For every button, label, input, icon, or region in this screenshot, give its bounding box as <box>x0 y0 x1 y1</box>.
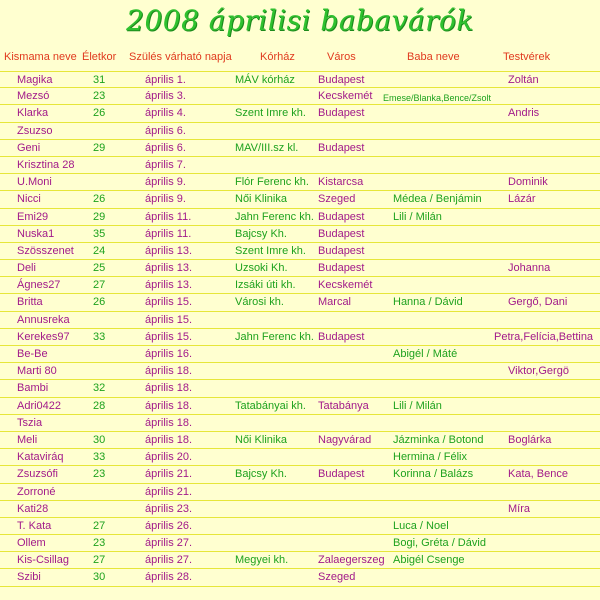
cell-age: 27 <box>93 519 106 532</box>
cell-date: április 20. <box>145 451 193 464</box>
cell-hospital: Uzsoki Kh. <box>235 262 288 275</box>
cell-date: április 11. <box>145 227 192 240</box>
cell-hospital: Szent Imre kh. <box>235 244 306 257</box>
cell-age: 30 <box>93 571 106 584</box>
cell-name: Zsuzsófi <box>17 468 58 481</box>
cell-age: 33 <box>93 451 106 464</box>
cell-siblings: Petra,Felícia,Bettina <box>494 330 594 343</box>
header-age: Életkor <box>82 51 117 63</box>
header-name: Kismama neve <box>4 51 77 63</box>
cell-hospital: Női Klinika <box>235 193 287 206</box>
cell-date: április 28. <box>145 571 193 584</box>
cell-baby: Médea / Benjámin <box>393 193 482 206</box>
cell-date: április 13. <box>145 244 193 257</box>
cell-siblings: Zoltán <box>508 74 539 86</box>
cell-date: április 18. <box>145 416 193 429</box>
cell-name: Bambi <box>17 382 49 395</box>
cell-name: Zsuzso <box>17 124 53 137</box>
cell-city: Budapest <box>318 227 365 240</box>
cell-age: 27 <box>93 554 106 567</box>
cell-baby: Luca / Noel <box>393 519 449 532</box>
cell-siblings: Kata, Bence <box>508 468 568 481</box>
table-row <box>0 484 600 501</box>
header-siblings: Testvérek <box>503 51 551 63</box>
table-row <box>0 123 600 140</box>
cell-name: Adri0422 <box>17 399 62 412</box>
cell-name: Tszia <box>17 416 43 429</box>
cell-age: 27 <box>93 279 106 292</box>
cell-date: április 15. <box>145 313 193 326</box>
header-baby: Baba neve <box>407 51 460 63</box>
cell-hospital: Bajcsy Kh. <box>235 468 287 481</box>
cell-age: 32 <box>93 382 106 395</box>
table-row <box>0 518 600 535</box>
cell-city: Budapest <box>318 468 365 481</box>
cell-hospital: Női Klinika <box>235 433 287 446</box>
cell-date: április 26. <box>145 519 193 532</box>
cell-hospital: Tatabányai kh. <box>235 399 306 412</box>
table-row <box>0 415 600 432</box>
cell-age: 23 <box>93 537 106 550</box>
cell-name: Ollem <box>17 537 46 550</box>
cell-name: Zorroné <box>17 485 56 498</box>
cell-city: Szeged <box>318 571 356 584</box>
cell-city: Kecskemét <box>318 279 373 292</box>
cell-city: Nagyvárad <box>318 433 372 446</box>
cell-name: Nuska1 <box>17 227 55 240</box>
cell-city: Budapest <box>318 262 365 275</box>
header-city: Város <box>327 51 356 63</box>
table-row <box>0 140 600 157</box>
table-row <box>0 363 600 380</box>
cell-date: április 6. <box>145 141 186 154</box>
cell-date: április 9. <box>145 193 186 206</box>
cell-name: U.Moni <box>17 176 52 189</box>
cell-age: 28 <box>93 399 106 412</box>
cell-name: Szösszenet <box>17 244 74 257</box>
cell-baby: Jázminka / Botond <box>393 433 484 446</box>
cell-age: 25 <box>93 262 106 275</box>
cell-date: április 18. <box>145 382 193 395</box>
cell-age: 29 <box>93 210 106 223</box>
cell-date: április 9. <box>145 176 186 189</box>
cell-city: Budapest <box>318 244 365 257</box>
cell-age: 26 <box>93 296 106 309</box>
cell-date: április 27. <box>145 554 193 567</box>
table-row <box>0 380 600 397</box>
cell-name: Britta <box>17 296 43 309</box>
table-row <box>0 243 600 260</box>
cell-city: Zalaegerszeg <box>318 554 385 567</box>
cell-city: Szeged <box>318 193 356 206</box>
cell-age: 23 <box>93 90 106 103</box>
table-row <box>0 466 600 483</box>
cell-hospital: Városi kh. <box>235 296 284 309</box>
table-row <box>0 174 600 191</box>
table-row <box>0 432 600 449</box>
table-row <box>0 569 600 586</box>
cell-age: 23 <box>93 468 106 481</box>
cell-date: április 3. <box>145 90 186 103</box>
cell-date: április 11. <box>145 210 192 223</box>
cell-city: Budapest <box>318 141 365 154</box>
cell-name: Magika <box>17 74 53 86</box>
table-row <box>0 501 600 518</box>
cell-date: április 18. <box>145 399 193 412</box>
cell-name: Deli <box>17 262 36 275</box>
cell-siblings: Dominik <box>508 176 548 189</box>
cell-date: április 7. <box>145 158 186 171</box>
cell-age: 30 <box>93 433 106 446</box>
cell-siblings: Andris <box>508 107 540 120</box>
cell-date: április 15. <box>145 330 193 343</box>
cell-name: Kati28 <box>17 502 49 515</box>
table-body <box>0 71 600 587</box>
cell-name: Kataviráq <box>17 451 64 464</box>
cell-city: Budapest <box>318 107 365 120</box>
table-row <box>0 449 600 466</box>
cell-name: Meli <box>17 433 38 446</box>
cell-hospital: Megyei kh. <box>235 554 289 567</box>
cell-baby: Hanna / Dávid <box>393 296 463 309</box>
cell-baby: Emese/Blanka,Bence/Zsolt <box>383 93 492 104</box>
cell-date: április 16. <box>145 348 193 360</box>
cell-baby: Abigél / Máté <box>393 348 458 360</box>
cell-name: Kis-Csillag <box>17 554 69 567</box>
cell-date: április 1. <box>145 74 186 86</box>
table-row <box>0 329 600 346</box>
table-row <box>0 552 600 569</box>
cell-name: Marti 80 <box>17 365 57 378</box>
cell-name: Ágnes27 <box>17 279 61 292</box>
cell-name: Mezsó <box>17 90 50 103</box>
table-row <box>0 346 600 363</box>
cell-hospital: Szent Imre kh. <box>235 107 306 120</box>
cell-name: Nicci <box>17 193 41 206</box>
cell-city: Marcal <box>318 296 352 309</box>
cell-hospital: Bajcsy Kh. <box>235 227 287 240</box>
cell-hospital: Flór Ferenc kh. <box>235 176 309 189</box>
table-row <box>0 88 600 105</box>
cell-date: április 13. <box>145 279 193 292</box>
table-row <box>0 226 600 243</box>
cell-baby: Lili / Milán <box>393 399 442 412</box>
cell-name: Szibi <box>17 571 41 584</box>
table-row <box>0 209 600 226</box>
cell-siblings: Boglárka <box>508 433 552 446</box>
table-row <box>0 277 600 294</box>
table-row <box>0 260 600 277</box>
header-date: Szülés várható napja <box>129 51 232 63</box>
cell-hospital: Jahn Ferenc kh. <box>235 210 314 223</box>
cell-hospital: Jahn Ferenc kh. <box>235 330 314 343</box>
cell-date: április 15. <box>145 296 193 309</box>
cell-baby: Hermina / Félix <box>393 451 467 464</box>
cell-date: április 21. <box>145 468 193 481</box>
cell-name: T. Kata <box>17 519 52 532</box>
cell-name: Annusreka <box>17 313 70 326</box>
header-hospital: Kórház <box>260 51 295 63</box>
cell-city: Budapest <box>318 74 365 86</box>
cell-name: Emi29 <box>17 210 49 223</box>
cell-date: április 13. <box>145 262 193 275</box>
cell-date: április 6. <box>145 124 186 137</box>
cell-hospital: MÁV kórház <box>235 74 295 86</box>
cell-age: 26 <box>93 107 106 120</box>
cell-date: április 18. <box>145 433 193 446</box>
table-row <box>0 312 600 329</box>
cell-siblings: Lázár <box>508 193 536 206</box>
table-row <box>0 398 600 415</box>
cell-hospital: Izsáki úti kh. <box>235 279 296 292</box>
cell-date: április 18. <box>145 365 193 378</box>
cell-name: Krisztina 28 <box>17 158 75 171</box>
cell-siblings: Viktor,Gergö <box>508 365 569 378</box>
cell-age: 29 <box>93 141 106 154</box>
cell-baby: Korinna / Balázs <box>393 468 474 481</box>
cell-city: Kistarcsa <box>318 176 364 189</box>
cell-age: 24 <box>93 244 106 257</box>
cell-name: Geni <box>17 141 41 154</box>
table-row <box>0 191 600 208</box>
table-row <box>0 105 600 122</box>
cell-name: Kerekes97 <box>17 330 70 343</box>
cell-date: április 21. <box>145 485 193 498</box>
cell-baby: Abigél Csenge <box>393 554 465 567</box>
cell-city: Budapest <box>318 330 365 343</box>
cell-age: 31 <box>93 74 106 86</box>
table-row <box>0 71 600 88</box>
cell-age: 26 <box>93 193 106 206</box>
cell-siblings: Gergő, Dani <box>508 296 568 309</box>
cell-age: 33 <box>93 330 106 343</box>
table-row <box>0 535 600 552</box>
cell-baby: Bogi, Gréta / Dávid <box>393 537 486 550</box>
cell-city: Budapest <box>318 210 365 223</box>
cell-siblings: Míra <box>508 502 530 515</box>
cell-name: Be-Be <box>17 348 48 360</box>
table-row <box>0 157 600 174</box>
cell-baby: Lili / Milán <box>393 210 442 223</box>
cell-date: április 27. <box>145 537 193 550</box>
cell-hospital: MAV/III.sz kl. <box>235 141 299 154</box>
cell-siblings: Johanna <box>508 262 551 275</box>
cell-age: 35 <box>93 227 106 240</box>
cell-city: Kecskemét <box>318 90 373 103</box>
cell-date: április 23. <box>145 502 193 515</box>
page-title: 2008 áprilisi babavárók <box>126 4 474 37</box>
cell-name: Klarka <box>17 107 49 120</box>
table-row <box>0 294 600 311</box>
cell-city: Tatabánya <box>318 399 369 412</box>
cell-date: április 4. <box>145 107 186 120</box>
